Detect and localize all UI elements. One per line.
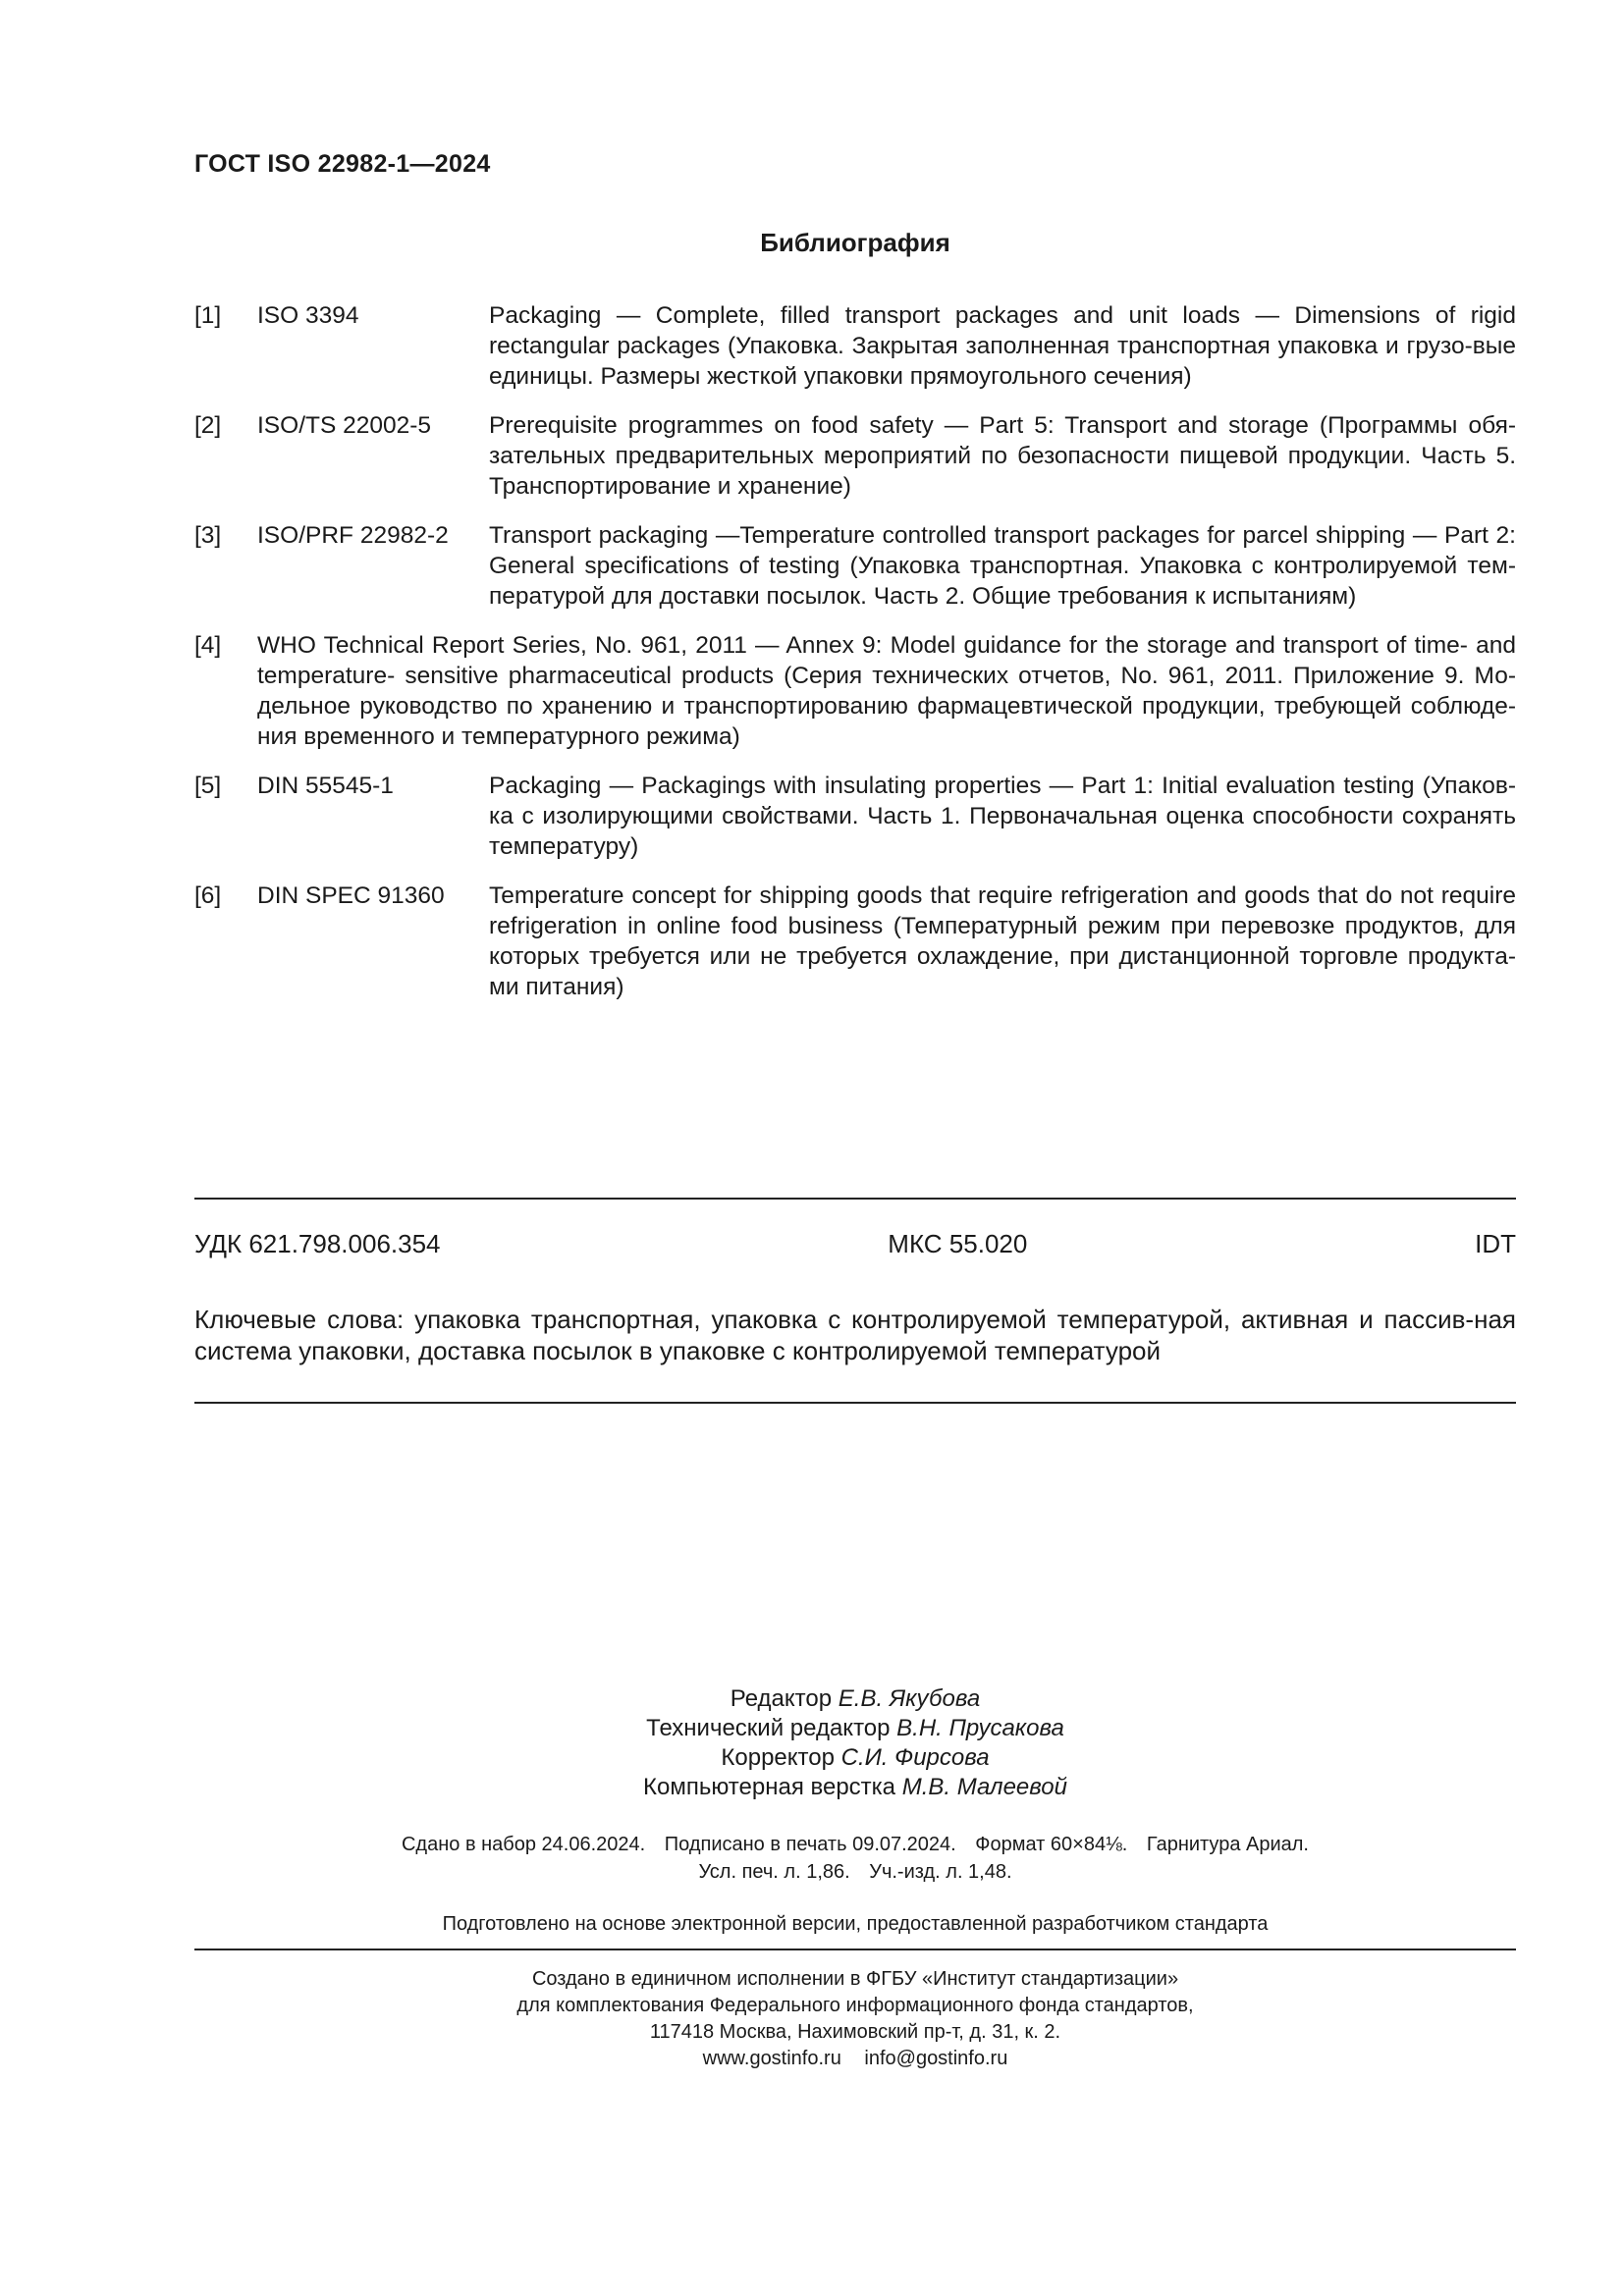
- reference-code: DIN SPEC 91360: [257, 882, 445, 909]
- producer-line: для комплектования Федерального информационного фонда стандартов,: [516, 1995, 1194, 2016]
- reference-text: Packaging — Complete, filled transport packages and unit loads — Dimensions of rigid rectangular packages (Упаковка. Закрытая заполненная транспортная упаковка и грузо-вые единицы. Размеры жесткой упаковки прямоугольного сечения): [489, 302, 1516, 390]
- paper-format: Формат 60×84⅛.: [975, 1834, 1128, 1855]
- editor-role: Корректор: [721, 1744, 835, 1771]
- editor-line: [194, 1743, 1516, 1773]
- typeface: Гарнитура Ариал.: [1146, 1834, 1309, 1855]
- email-link[interactable]: info@gostinfo.ru: [864, 2048, 1008, 2069]
- idt-label: IDT: [1475, 1229, 1516, 1258]
- editor-name: Е.В. Якубова: [838, 1685, 981, 1712]
- reference-item: [194, 881, 1516, 1002]
- reference-number: [3]: [194, 522, 222, 549]
- reference-code: ISO 3394: [257, 302, 359, 329]
- section-title: Библиография: [760, 228, 950, 257]
- submitted-date: Сдано в набор 24.06.2024.: [401, 1834, 646, 1855]
- producer-info: [194, 1966, 1516, 2072]
- reference-text: Prerequisite programmes on food safety — Part 5: Transport and storage (Программы обя-зательных предварительных мероприятий по безопасности пищевой продукции. Часть 5. Транспортирование и хранение): [489, 412, 1516, 500]
- signed-date: Подписано в печать 09.07.2024.: [664, 1834, 956, 1855]
- printed-sheets: Усл. печ. л. 1,86.: [698, 1861, 850, 1883]
- editor-role: Редактор: [730, 1685, 833, 1712]
- keywords: Ключевые слова: упаковка транспортная, упаковка с контролируемой температурой, активная и пассив-ная система упаковки, доставка посылок в упаковке с контролируемой температурой: [194, 1305, 1516, 1365]
- reference-item: [194, 300, 1516, 392]
- website-link[interactable]: www.gostinfo.ru: [702, 2048, 841, 2069]
- reference-text: WHO Technical Report Series, No. 961, 2011 — Annex 9: Model guidance for the storage and transport of time- and temperature- sensitive pharmaceutical products (Серия технических отчетов, No. 961, 2011. Приложение 9. Мо-дельное руководство по хранению и транспортированию фармацевтической продукции, требующей соблюде-ния временного и температурного режима): [257, 632, 1516, 750]
- editor-name: М.В. Малеевой: [901, 1774, 1067, 1800]
- producer-contacts: [194, 2046, 1516, 2072]
- producer-address: 117418 Москва, Нахимовский пр-т, д. 31, к. 2.: [649, 2021, 1061, 2043]
- reference-text: Temperature concept for shipping goods that require refrigeration and goods that do not require refrigeration in online food business (Температурный режим при перевозке продуктов, для которых требуется или не требуется охлаждение, при дистанционной торговле продукта-ми питания): [489, 882, 1516, 1000]
- editor-role: Технический редактор: [646, 1715, 891, 1741]
- producer-line: Создано в единичном исполнении в ФГБУ «Институт стандартизации»: [531, 1968, 1179, 1990]
- udk-code: УДК 621.798.006.354: [194, 1229, 441, 1258]
- prepared-note: Подготовлено на основе электронной версии, предоставленной разработчиком стандарта: [442, 1913, 1269, 1935]
- classification-row: [194, 1229, 1516, 1259]
- reference-code: ISO/TS 22002-5: [257, 412, 432, 439]
- editorial-credits: [194, 1684, 1516, 1802]
- editor-line: [194, 1773, 1516, 1802]
- document-number: ГОСТ ISO 22982-1—2024: [194, 150, 491, 178]
- reference-number: [2]: [194, 412, 222, 439]
- divider-middle: [194, 1402, 1516, 1404]
- divider-bottom: [194, 1949, 1516, 1950]
- print-info: [194, 1831, 1516, 1886]
- reference-text: Transport packaging —Temperature controlled transport packages for parcel shipping — Part 2: General specifications of testing (Упаковка транспортная. Упаковка с контролируемой тем-пературой для доставки посылок. Часть 2. Общие требования к испытаниям): [489, 522, 1516, 610]
- reference-number: [1]: [194, 302, 222, 329]
- publisher-sheets: Уч.-изд. л. 1,48.: [869, 1861, 1012, 1883]
- bibliography-list: [194, 300, 1516, 1021]
- editor-role: Компьютерная верстка: [643, 1774, 896, 1800]
- mks-code: МКС 55.020: [888, 1229, 1028, 1258]
- reference-text: Packaging — Packagings with insulating properties — Part 1: Initial evaluation testing (Упаков-ка с изолирующими свойствами. Часть 1. Первоначальная оценка способности сохранять температуру): [489, 773, 1516, 860]
- reference-code: ISO/PRF 22982-2: [257, 522, 449, 549]
- editor-name: С.И. Фирсова: [840, 1744, 990, 1771]
- divider-top: [194, 1198, 1516, 1200]
- reference-item: [194, 630, 1516, 752]
- editor-name: В.Н. Прусакова: [896, 1715, 1064, 1741]
- reference-number: [5]: [194, 773, 222, 799]
- editor-line: [194, 1714, 1516, 1743]
- reference-item: [194, 520, 1516, 612]
- reference-number: [4]: [194, 632, 222, 659]
- reference-code: DIN 55545-1: [257, 773, 394, 799]
- reference-number: [6]: [194, 882, 222, 909]
- reference-item: [194, 771, 1516, 862]
- editor-line: [194, 1684, 1516, 1714]
- reference-item: [194, 410, 1516, 502]
